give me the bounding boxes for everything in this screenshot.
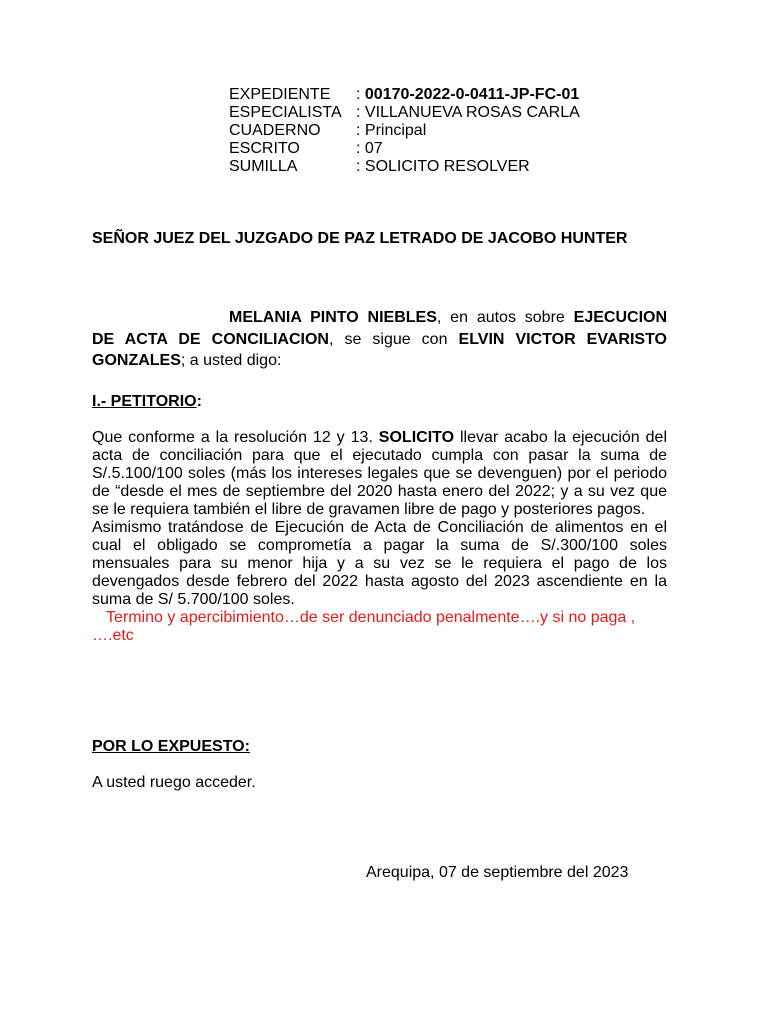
petitorio-paragraph-1 [92,429,667,519]
header-row-escrito [229,140,580,158]
petitioner-name: MELANIA PINTO NIEBLES [229,309,437,326]
header-label: ESPECIALISTA [229,104,342,121]
date-line: Arequipa, 07 de septiembre del 2023 [366,864,629,881]
case-matter: EJECUCION DE ACTA DE CONCILIACION [92,309,668,348]
intro-text-3: ; a usted digo: [180,352,282,369]
header-row-cuaderno [229,122,580,140]
header-row-sumilla [229,158,580,176]
petitorio-heading [92,393,202,411]
header-value-expediente: 00170-2022-0-0411-JP-FC-01 [364,86,580,103]
petitorio-paragraph-2: Asimismo tratándose de Ejecución de Acta de Conciliación de alimentos en el cual el obligado se comprometía a pagar la suma de S/.300/100 soles mensuales para su menor hija y a su vez se le requiera el pago de los devengados desde febrero del 2022 hasta agosto del 2023 ascendiente en la suma de S/ 5.700/100 soles. [92,519,667,608]
header-sep: : [356,122,365,139]
header-row-expediente [229,86,580,104]
header-label: SUMILLA [229,158,298,175]
petitorio-body [92,429,667,645]
header-sep: : [356,158,365,175]
header-value-cuaderno: Principal [364,122,427,139]
header-label: EXPEDIENTE [229,86,331,103]
closing-request: A usted ruego acceder. [92,774,256,791]
header-value-sumilla: SOLICITO RESOLVER [364,158,530,175]
intro-text-2: , se sigue con [328,330,459,348]
header-sep: : [356,104,365,121]
header-sep: : [356,86,365,103]
petitorio-heading-text: I.- PETITORIO [92,393,197,410]
header-label: CUADERNO [229,122,321,139]
intro-paragraph [92,307,667,372]
petitorio-p1-b: llevar acabo la ejecución del acta de conciliación para que el ejecutado cumpla con pasar la suma de S/.5.100/100 soles (más los intereses legales que se devenguen) por el periodo de “desde el mes de septiembre del 2020 hasta enero del 2022; y a su vez que se le requiera también el libre de gravamen libre de pago y posteriores pagos. [92,429,667,518]
addressee-line: SEÑOR JUEZ DEL JUZGADO DE PAZ LETRADO DE JACOBO HUNTER [92,230,628,247]
header-value-escrito: 07 [364,140,383,157]
opposing-party: ELVIN VICTOR EVARISTO GONZALES [92,330,667,369]
petitorio-p1-a: Que conforme a la resolución 12 y 13. [92,429,379,446]
header-value-especialista: VILLANUEVA ROSAS CARLA [364,104,580,121]
header-label: ESCRITO [229,140,300,157]
petitorio-warning-note: Termino y apercibimiento…de ser denunciado penalmente….y si no paga , ….etc [92,609,636,644]
intro-text-1: , en autos sobre [436,309,574,326]
header-sep: : [356,140,365,157]
petitorio-solicito: SOLICITO [378,429,455,446]
header-row-especialista [229,104,580,122]
case-header [229,86,580,176]
closing-heading: POR LO EXPUESTO: [92,738,250,755]
petitorio-heading-colon: : [196,393,202,410]
